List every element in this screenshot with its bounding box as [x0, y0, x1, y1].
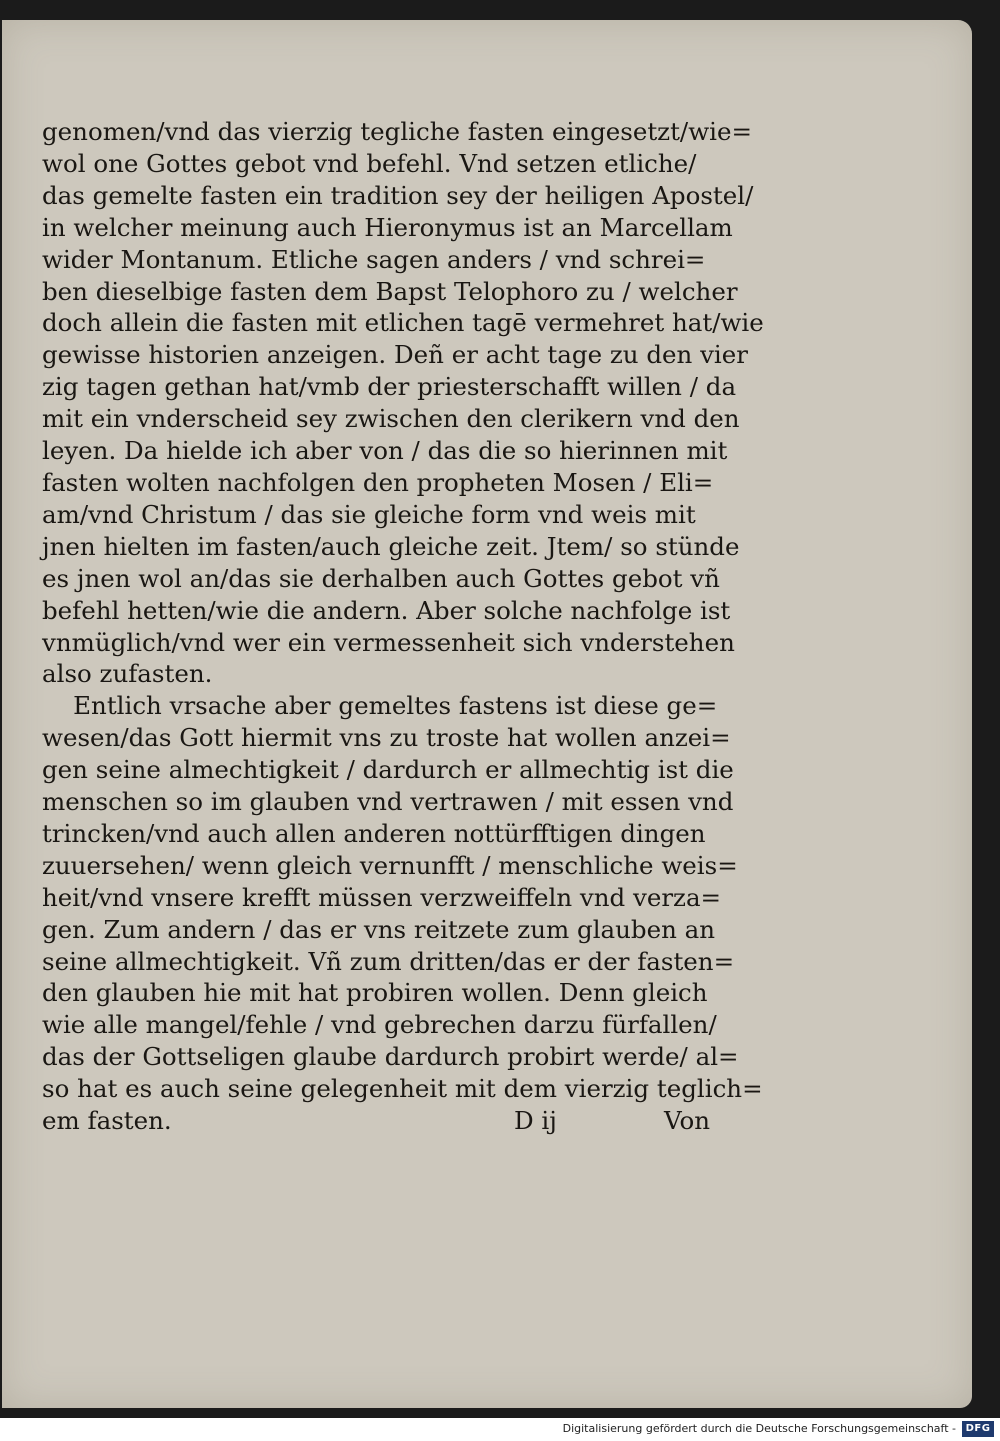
funding-credit: Digitalisierung gefördert durch die Deutsche Forschungsgemeinschaft - [562, 1422, 956, 1435]
text-line: wie alle mangel/fehle / vnd gebrechen darzu fürfallen/ [42, 1010, 717, 1040]
text-line: so hat es auch seine gelegenheit mit dem vierzig teglich= [42, 1074, 763, 1104]
text-line: jnen hielten im fasten/auch gleiche zeit. Jtem/ so stünde [42, 531, 740, 561]
credit-bar [0, 1418, 1000, 1441]
text-line: trincken/vnd auch allen anderen nottürfftigen dingen [42, 818, 706, 848]
text-line: wider Montanum. Etliche sagen anders / vnd schrei= [42, 244, 706, 274]
text-line: das der Gottseligen glaube dardurch probirt werde/ al= [42, 1042, 739, 1072]
text-line: gen. Zum andern / das er vns reitzete zum glauben an [42, 914, 716, 944]
text-line: doch allein die fasten mit etlichen tagē vermehret hat/wie [42, 308, 764, 338]
text-line: wol one Gottes gebot vnd befehl. Vnd setzen etliche/ [42, 148, 697, 178]
text-line: gewisse historien anzeigen. Deñ er acht tage zu den vier [42, 340, 748, 370]
text-line: das gemelte fasten ein tradition sey der heiligen Apostel/ [42, 180, 754, 210]
text-line: leyen. Da hielde ich aber von / das die so hierinnen mit [42, 436, 728, 466]
book-page [2, 20, 972, 1408]
text-line: ben dieselbige fasten dem Bapst Telophoro zu / welcher [42, 276, 738, 306]
text-line: also zufasten. [42, 659, 213, 689]
dfg-logo: DFG [962, 1421, 994, 1437]
catchword: Von [664, 1106, 710, 1136]
last-line-row [42, 1105, 742, 1137]
text-line: em fasten. [42, 1106, 172, 1136]
text-line: es jnen wol an/das sie derhalben auch Gottes gebot vñ [42, 563, 720, 593]
text-line: Entlich vrsache aber gemeltes fastens ist diese ge= [42, 691, 718, 721]
text-line: seine allmechtigkeit. Vñ zum dritten/das er der fasten= [42, 946, 735, 976]
text-line: menschen so im glauben vnd vertrawen / mit essen vnd [42, 787, 734, 817]
text-line: vnmüglich/vnd wer ein vermessenheit sich vnderstehen [42, 627, 735, 657]
text-line: befehl hetten/wie die andern. Aber solche nachfolge ist [42, 595, 731, 625]
text-line: gen seine almechtigkeit / dardurch er allmechtig ist die [42, 755, 734, 785]
page-body-text [42, 116, 764, 1137]
text-line: in welcher meinung auch Hieronymus ist an Marcellam [42, 212, 733, 242]
text-line: heit/vnd vnsere krefft müssen verzweiffeln vnd verza= [42, 882, 722, 912]
text-line: den glauben hie mit hat probiren wollen. Denn gleich [42, 978, 708, 1008]
signature-mark: D ij [514, 1106, 557, 1136]
text-line: fasten wolten nachfolgen den propheten Mosen / Eli= [42, 467, 714, 497]
text-line: zig tagen gethan hat/vmb der priesterschafft willen / da [42, 372, 737, 402]
text-line: genomen/vnd das vierzig tegliche fasten eingesetzt/wie= [42, 117, 753, 146]
text-line: mit ein vnderscheid sey zwischen den clerikern vnd den [42, 404, 740, 434]
text-line: zuuersehen/ wenn gleich vernunfft / menschliche weis= [42, 850, 738, 880]
text-line: wesen/das Gott hiermit vns zu troste hat wollen anzei= [42, 723, 731, 753]
text-line: am/vnd Christum / das sie gleiche form vnd weis mit [42, 499, 696, 529]
